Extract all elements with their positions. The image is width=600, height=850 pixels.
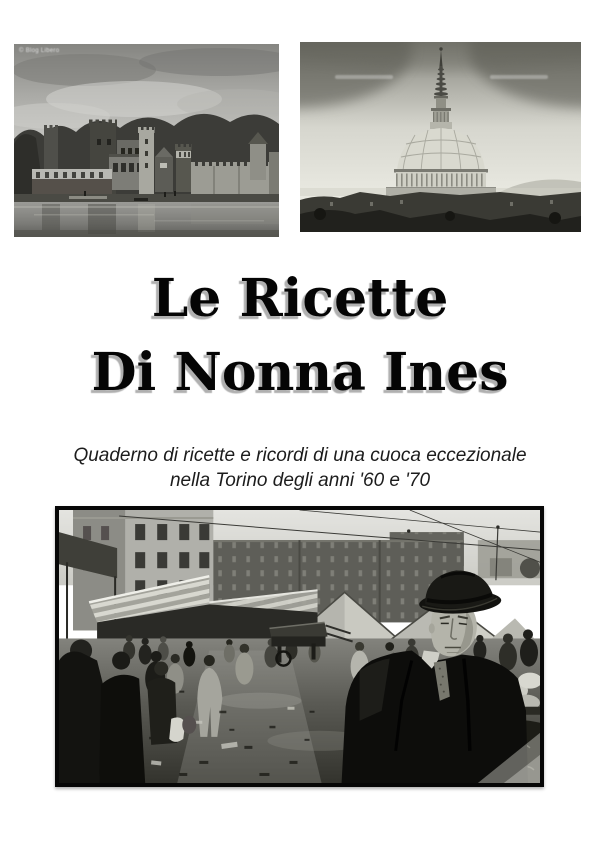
mole-antonelliana-illustration xyxy=(300,42,581,232)
subtitle xyxy=(0,443,600,493)
photo-market-porta-palazzo xyxy=(55,506,544,787)
photo-borgo-medievale xyxy=(14,44,279,237)
title-line-2: Di Nonna Ines xyxy=(91,342,509,403)
photo-mole-antonelliana xyxy=(300,42,581,232)
photo-watermark: © Blog Libero xyxy=(19,48,60,54)
castle-river-illustration xyxy=(14,44,279,237)
page-title xyxy=(0,262,600,410)
market-scene-illustration xyxy=(59,510,540,783)
subtitle-line-1: Quaderno di ricette e ricordi di una cuoca eccezionale xyxy=(73,445,527,466)
title-line-1: Le Ricette xyxy=(151,268,449,329)
subtitle-line-2: nella Torino degli anni '60 e '70 xyxy=(169,470,431,491)
